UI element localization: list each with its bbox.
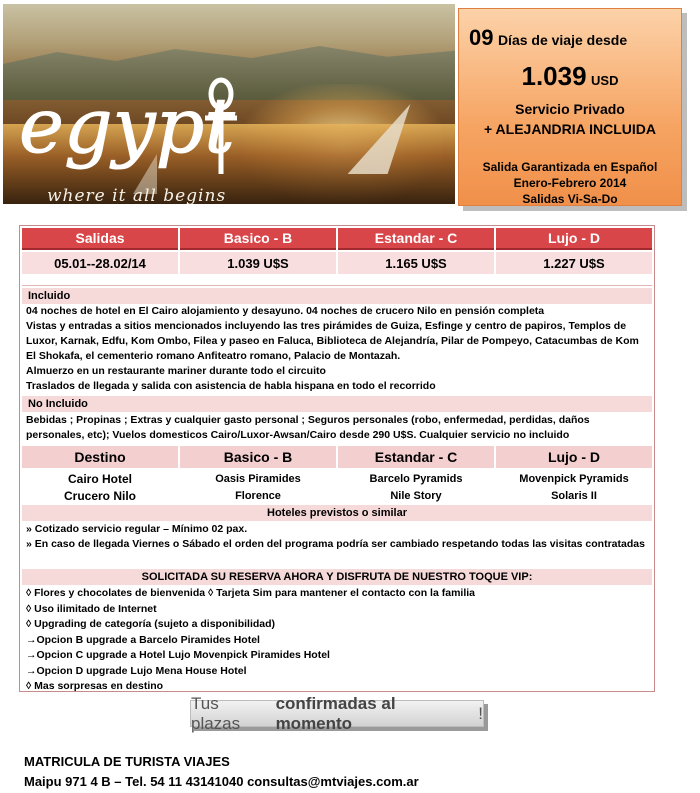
price-currency: USD	[591, 73, 619, 88]
vip-item: ◊ Upgrading de categoría (sujeto a disponibilidad)	[26, 618, 276, 630]
egypt-banner-image	[3, 4, 455, 204]
dest-cell: Crucero Nilo	[63, 489, 136, 503]
price-line	[459, 61, 681, 92]
price-box	[458, 8, 682, 206]
vip-list	[26, 586, 648, 695]
rates-header-lujo: Lujo - D	[496, 228, 652, 250]
included-line: Traslados de llegada y salida con asistencia de habla hispana en todo el recorrido	[26, 380, 436, 392]
agency-name: MATRICULA DE TURISTA VIAJES	[24, 754, 230, 769]
rates-header-row	[22, 228, 652, 250]
days-number: 09	[469, 25, 494, 50]
price-amount: 1.039	[521, 61, 587, 91]
dest-header-destino: Destino	[22, 446, 178, 468]
service-info	[459, 99, 681, 139]
dest-header-basico: Basico - B	[180, 446, 336, 468]
departure-line-2: Enero-Febrero 2014	[513, 176, 627, 190]
included-line: Vistas y entradas a sitios mencionados incluyendo las tres pirámides de Guiza, Esfinge y centro de papiros, Templos de Luxor, Karnak, Edfu, Kom Ombo, Filea y paseo en Faluca, Biblioteca de Alejandría, Pilar de Pompeyo, Catacumbas de Kom El Shokafa, el cementerio romano Anfiteatro romano, Palacio de Montazah.	[26, 320, 639, 362]
dest-cell: Florence	[235, 490, 281, 502]
slogan-part-2: confirmadas al momento	[275, 693, 396, 733]
rates-header-basico: Basico - B	[180, 228, 336, 250]
included-line: 04 noches de hotel en El Cairo alojamiento y desayuno. 04 noches de crucero Nilo en pensión completa	[26, 305, 545, 317]
rates-price-basico: 1.039 U$S	[180, 252, 336, 274]
included-text	[26, 304, 648, 394]
days-text: Días de viaje desde	[497, 32, 628, 48]
vip-item: ◊ Flores y chocolates de bienvenida ◊ Tarjeta Sim para mantener el contacto con la familia	[26, 587, 475, 599]
vip-item: ◊ Uso ilimitado de Internet	[26, 602, 157, 615]
spacer-row	[22, 276, 652, 286]
service-included: + ALEJANDRIA INCLUIDA	[483, 121, 657, 137]
banner-tagline: where it all begins	[47, 186, 227, 204]
dest-col-basico	[180, 469, 336, 505]
dest-cell: Movenpick Pyramids	[519, 473, 629, 485]
note-line: » En caso de llegada Viernes o Sábado el orden del programa podría ser cambiado respetando todas las visitas contratadas	[26, 538, 645, 550]
dest-col-estandar	[338, 469, 494, 505]
rates-header-estandar: Estandar - C	[338, 228, 494, 250]
rates-price-lujo: 1.227 U$S	[496, 252, 652, 274]
dest-header-lujo: Lujo - D	[496, 446, 652, 468]
agency-footer	[24, 752, 419, 792]
dest-col-lujo	[496, 469, 652, 505]
slogan-part-3: !	[478, 703, 483, 723]
dest-cell: Barcelo Pyramids	[369, 473, 463, 485]
rates-price-estandar: 1.165 U$S	[338, 252, 494, 274]
dest-cell: Solaris II	[551, 490, 597, 502]
hotels-footer-label: Hoteles previstos o similar	[22, 505, 652, 521]
notes-text	[26, 522, 648, 552]
included-label: Incluido	[22, 288, 652, 304]
service-type: Servicio Privado	[515, 101, 625, 117]
slogan-part-1: Tus plazas	[191, 693, 241, 733]
slogan-banner	[190, 693, 484, 733]
dest-header-estandar: Estandar - C	[338, 446, 494, 468]
not-included-line: Bebidas ; Propinas ; Extras y cualquier gasto personal ; Seguros personales (robo, enfermedad, perdidas, daños personales, etc); Vuelos domesticos Cairo/Luxor-Awsan/Cairo desde 290 U$S. Cualquier servicio no incluido	[26, 414, 590, 441]
destinations-body	[22, 469, 652, 505]
vip-item: →Opcion B upgrade a Barcelo Piramides Hotel	[26, 633, 260, 646]
departure-info	[459, 159, 681, 207]
vip-item: ◊ Mas sorpresas en destino	[26, 680, 164, 692]
departure-line-3: Salidas Vi-Sa-Do	[522, 192, 618, 206]
note-line: » Cotizado servicio regular – Mínimo 02 pax.	[26, 523, 248, 535]
egypt-logo	[15, 74, 245, 184]
svg-text:egypt: egypt	[19, 81, 235, 170]
departure-line-1: Salida Garantizada en Español	[482, 160, 658, 174]
vip-item: →Opcion C upgrade a Hotel Lujo Movenpick Piramides Hotel	[26, 649, 330, 661]
vip-label: SOLICITADA SU RESERVA AHORA Y DISFRUTA DE NUESTRO TOQUE VIP:	[22, 569, 652, 585]
rates-header-salidas: Salidas	[22, 228, 178, 250]
dest-cell: Oasis Piramides	[215, 473, 301, 485]
dest-cell: Nile Story	[390, 490, 442, 502]
not-included-label: No Incluido	[22, 396, 652, 412]
dest-cell: Cairo Hotel	[67, 472, 132, 486]
rates-value-row	[22, 252, 652, 274]
destinations-header-row	[22, 446, 652, 468]
not-included-text	[26, 413, 648, 443]
itinerary-table	[19, 225, 655, 692]
vip-item: →Opcion D upgrade Lujo Mena House Hotel	[26, 664, 247, 677]
included-line: Almuerzo en un restaurante mariner durante todo el circuito	[26, 365, 326, 377]
agency-contact: Maipu 971 4 B – Tel. 54 11 43141040 consultas@mtviajes.com.ar	[24, 774, 419, 789]
days-line	[469, 25, 627, 51]
rates-dates: 05.01--28.02/14	[22, 252, 178, 274]
dest-col-destino	[22, 469, 178, 505]
